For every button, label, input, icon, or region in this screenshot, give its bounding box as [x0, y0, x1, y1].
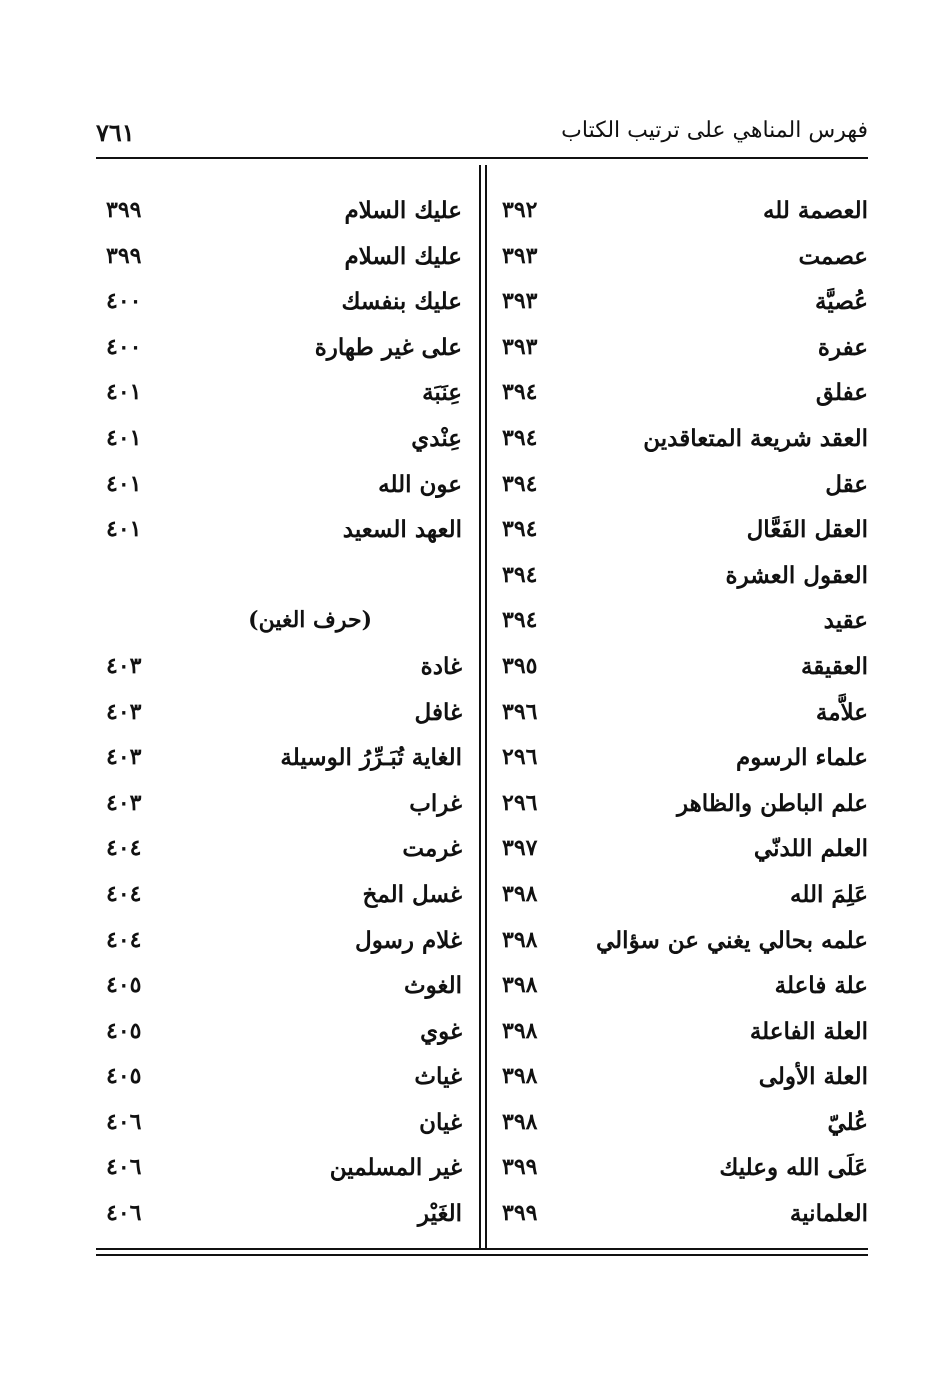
index-term: عُصيَّة [815, 288, 868, 316]
index-page-number: ٤٠٥ [106, 1017, 142, 1044]
index-term: عليك بنفسك [341, 288, 462, 316]
index-entry [492, 598, 868, 644]
index-page-number: ٣٩٤ [502, 516, 538, 543]
index-page-number: ٣٩٤ [502, 607, 538, 634]
column-divider-left-line [479, 165, 481, 1248]
index-page-number: ٣٩٩ [106, 242, 142, 269]
index-term: عقيد [823, 607, 868, 635]
index-page-number: ٣٩٨ [502, 926, 538, 953]
index-entry [96, 1145, 472, 1191]
index-entry [492, 1100, 868, 1146]
index-page-number: ٤٠٦ [106, 1154, 142, 1181]
page-header [96, 118, 868, 156]
index-entry [492, 826, 868, 872]
index-term: عفرة [817, 333, 868, 361]
index-page-number: ٣٩٣ [502, 242, 538, 269]
index-page-number: ٤٠٦ [106, 1200, 142, 1227]
index-entry [492, 644, 868, 690]
index-entry [492, 507, 868, 553]
index-entry [96, 325, 472, 371]
index-entry [492, 872, 868, 918]
index-term: عليك السلام [344, 242, 462, 270]
index-entry [492, 279, 868, 325]
running-title: فهرس المناهي على ترتيب الكتاب [561, 118, 868, 143]
index-term: علمه بحالي يغني عن سؤالي [596, 926, 868, 954]
page-number: ٧٦١ [96, 118, 135, 147]
index-entry [96, 507, 472, 553]
index-term: العلمانية [789, 1200, 868, 1228]
index-entry [96, 644, 472, 690]
index-page-number: ٤٠٠ [106, 288, 142, 315]
index-entry [96, 826, 472, 872]
index-page-number: ٣٩٨ [502, 1108, 538, 1135]
index-term: عِنَبَة [422, 379, 462, 407]
index-entry [96, 553, 472, 599]
index-term: عَلَى الله وعليك [719, 1154, 868, 1182]
index-term: عصمت [798, 242, 868, 270]
index-term: الغاية تُبَـرِّرُ الوسيلة [280, 744, 462, 772]
index-term: العلم اللدنّي [753, 835, 868, 863]
index-term: عقل [825, 470, 868, 498]
index-entry [492, 1009, 868, 1055]
index-page-number: ٤٠٥ [106, 1063, 142, 1090]
index-entry [96, 918, 472, 964]
index-page-number: ٣٩٤ [502, 561, 538, 588]
index-page-number: ٣٩٤ [502, 424, 538, 451]
index-page-number: ٢٩٦ [502, 789, 538, 816]
index-term: العقل الفَعَّال [746, 516, 868, 544]
section-heading: (حرف الغين) [248, 607, 372, 634]
index-entry [96, 234, 472, 280]
section-heading-row [96, 598, 472, 644]
index-page-number: ٣٩٩ [502, 1154, 538, 1181]
index-page-number: ٣٩٤ [502, 470, 538, 497]
index-term: عُليّ [827, 1108, 868, 1136]
index-page-number: ٤٠١ [106, 470, 142, 497]
index-page-number: ٤٠٤ [106, 835, 142, 862]
index-entry [96, 370, 472, 416]
index-term: علاَّمة [815, 698, 868, 726]
index-page-number: ٣٩٣ [502, 288, 538, 315]
index-term: غافل [414, 698, 462, 726]
index-term: غير المسلمين [329, 1154, 462, 1182]
index-entry [96, 1191, 472, 1237]
index-entry [96, 690, 472, 736]
index-page-number: ٤٠٣ [106, 652, 142, 679]
index-term: غراب [409, 789, 462, 817]
index-entry [96, 963, 472, 1009]
footer-rule-bottom [96, 1254, 868, 1256]
index-term: غادة [420, 652, 462, 680]
header-rule [96, 157, 868, 159]
index-term: غيان [419, 1108, 462, 1136]
index-entry [96, 279, 472, 325]
index-page-number: ٣٩٧ [502, 835, 538, 862]
index-entry [492, 416, 868, 462]
index-page-number: ٤٠٣ [106, 698, 142, 725]
index-term: علماء الرسوم [736, 744, 868, 772]
index-page-number: ٤٠٣ [106, 789, 142, 816]
index-page-number: ٤٠٣ [106, 744, 142, 771]
index-entry [492, 690, 868, 736]
index-entry [492, 1145, 868, 1191]
index-term: غوي [420, 1017, 462, 1045]
index-entry [96, 735, 472, 781]
index-page-number: ٣٩٨ [502, 1017, 538, 1044]
index-term: عِنْدي [411, 424, 462, 452]
index-term: علم الباطن والظاهر [676, 789, 868, 817]
index-term: العقيقة [800, 652, 868, 680]
index-page-number: ٤٠٤ [106, 926, 142, 953]
index-entry [492, 462, 868, 508]
index-page-number: ٣٩٨ [502, 880, 538, 907]
index-entry [492, 325, 868, 371]
index-entry [492, 1191, 868, 1237]
index-page-number: ٤٠٤ [106, 880, 142, 907]
index-term: غسل المخ [362, 880, 462, 908]
index-page-number: ٤٠١ [106, 379, 142, 406]
index-page-number: ٣٩٨ [502, 1063, 538, 1090]
index-term: عَلِمَ الله [790, 880, 868, 908]
index-entry [96, 462, 472, 508]
index-entry [492, 370, 868, 416]
column-divider-right-line [485, 165, 487, 1248]
index-term: غرمت [402, 835, 462, 863]
index-page-number: ٣٩٩ [502, 1200, 538, 1227]
index-entry [492, 781, 868, 827]
index-entry [96, 1009, 472, 1055]
index-entry [96, 416, 472, 462]
index-entry [96, 1054, 472, 1100]
index-page-number: ٤٠١ [106, 424, 142, 451]
index-page-number: ٣٩٦ [502, 698, 538, 725]
index-page-number: ٣٩٤ [502, 379, 538, 406]
index-term: العلة الأولى [758, 1063, 868, 1091]
index-page-number: ٢٩٦ [502, 744, 538, 771]
index-entry [492, 188, 868, 234]
index-entry [492, 1054, 868, 1100]
index-term: غلام رسول [355, 926, 462, 954]
index-page-number: ٣٩٣ [502, 333, 538, 360]
index-page-number: ٤٠٥ [106, 972, 142, 999]
index-term: الغوث [403, 972, 462, 1000]
index-term: العهد السعيد [342, 516, 462, 544]
index-term: غياث [414, 1063, 462, 1091]
index-term: الغَيْر [417, 1200, 462, 1228]
index-page-number: ٤٠٦ [106, 1108, 142, 1135]
index-page-number: ٣٩٢ [502, 197, 538, 223]
index-page-number: ٣٩٩ [106, 197, 142, 223]
index-entry [96, 781, 472, 827]
index-entry [96, 872, 472, 918]
index-term: العقد شريعة المتعاقدين [643, 424, 868, 452]
index-entry [96, 188, 472, 234]
index-term: على غير طهارة [314, 333, 462, 361]
index-page-number: ٤٠١ [106, 516, 142, 543]
index-term: عون الله [378, 470, 462, 498]
index-term: علة فاعلة [774, 972, 868, 1000]
index-entry [492, 735, 868, 781]
index-entry [492, 553, 868, 599]
index-term: العلة الفاعلة [749, 1017, 868, 1045]
index-term: عفلق [815, 379, 868, 407]
index-page-number: ٣٩٨ [502, 972, 538, 999]
index-column-right [492, 188, 868, 1237]
index-page-number: ٤٠٠ [106, 333, 142, 360]
index-term: العقول العشرة [725, 561, 868, 589]
index-term: العصمة لله [762, 197, 868, 224]
index-term: عليك السلام [344, 197, 462, 224]
index-entry [96, 1100, 472, 1146]
footer-rule-top [96, 1248, 868, 1250]
index-page-number: ٣٩٥ [502, 652, 538, 679]
index-entry [492, 234, 868, 280]
index-entry [492, 918, 868, 964]
index-entry [492, 963, 868, 1009]
index-column-left [96, 188, 472, 1237]
